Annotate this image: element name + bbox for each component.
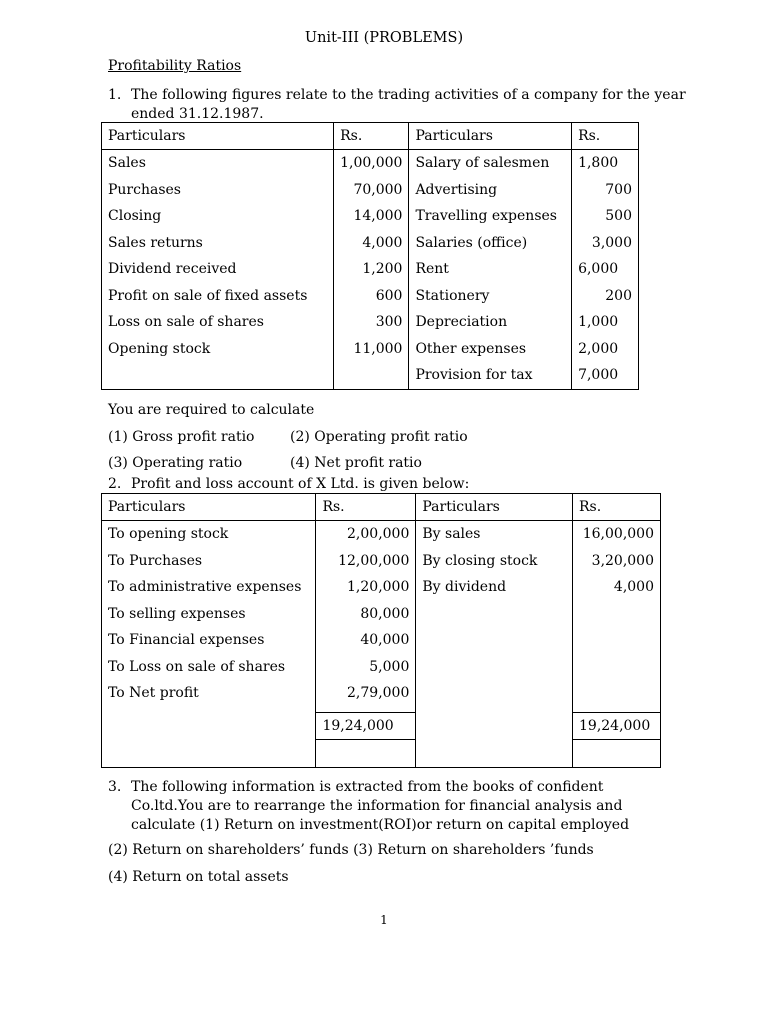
section-heading: Profitability Ratios <box>108 58 242 74</box>
table-row <box>102 150 639 177</box>
question-3-line: (4) Return on total assets <box>108 869 289 885</box>
table-row <box>102 362 639 389</box>
table-row <box>102 574 661 601</box>
page-title: Unit-III (PROBLEMS) <box>304 30 464 46</box>
table-header <box>102 494 661 521</box>
table-cell: 3,20,000 <box>573 548 661 575</box>
table-row <box>102 230 639 257</box>
table-cell: Provision for tax <box>409 362 572 389</box>
table-cell <box>102 362 334 389</box>
table-cell: 14,000 <box>334 203 409 230</box>
table-row <box>102 177 639 204</box>
table-cell <box>573 654 661 681</box>
table-cell: Opening stock <box>102 336 334 363</box>
table-cell: 2,000 <box>572 336 639 363</box>
table-row <box>102 680 661 707</box>
table-cell: 300 <box>334 309 409 336</box>
table-cell: Advertising <box>409 177 572 204</box>
table-cell <box>416 680 573 707</box>
header-cell: Rs. <box>572 123 639 150</box>
table-cell: Dividend received <box>102 256 334 283</box>
table-cell: 70,000 <box>334 177 409 204</box>
ratio-item: (1) Gross profit ratio <box>108 428 255 445</box>
table-cell <box>416 654 573 681</box>
table-row <box>102 309 639 336</box>
table-cell: Other expenses <box>409 336 572 363</box>
table-row <box>102 627 661 654</box>
table-cell: Salaries (office) <box>409 230 572 257</box>
header-cell: Particulars <box>416 494 573 521</box>
profit-loss-table <box>101 493 661 768</box>
table-cell: 1,800 <box>572 150 639 177</box>
table-cell: 40,000 <box>316 627 416 654</box>
total-left: 19,24,000 <box>316 712 416 740</box>
table-cell: 3,000 <box>572 230 639 257</box>
table-row <box>102 521 661 548</box>
table-cell: To Net profit <box>102 680 316 707</box>
question-1-text <box>108 86 686 124</box>
table-cell: Loss on sale of shares <box>102 309 334 336</box>
table-cell: 2,79,000 <box>316 680 416 707</box>
table-row <box>102 601 661 628</box>
table-cell: Sales returns <box>102 230 334 257</box>
question-2-line: Profit and loss account of X Ltd. is given below: <box>131 476 470 492</box>
table-cell <box>573 680 661 707</box>
header-cell: Particulars <box>102 494 316 521</box>
header-cell: Particulars <box>102 123 334 150</box>
table-cell: To Loss on sale of shares <box>102 654 316 681</box>
question-number: 2. <box>108 476 122 492</box>
table-cell: To opening stock <box>102 521 316 548</box>
table-cell: To Financial expenses <box>102 627 316 654</box>
question-3-line: (2) Return on shareholders’ funds (3) Return on shareholders ’funds <box>108 842 594 858</box>
table-cell: By dividend <box>416 574 573 601</box>
table-cell: 4,000 <box>573 574 661 601</box>
table-cell <box>416 627 573 654</box>
ratio-item: (3) Operating ratio <box>108 455 243 471</box>
question-number: 3. <box>108 779 122 795</box>
table-cell: Purchases <box>102 177 334 204</box>
table-cell: 5,000 <box>316 654 416 681</box>
table-cell: 12,00,000 <box>316 548 416 575</box>
question-2-text <box>108 475 469 494</box>
table-cell <box>334 362 409 389</box>
table-cell: To administrative expenses <box>102 574 316 601</box>
table-cell: To selling expenses <box>102 601 316 628</box>
table-cell: 700 <box>572 177 639 204</box>
table-cell: Profit on sale of fixed assets <box>102 283 334 310</box>
table-row <box>102 548 661 575</box>
table-cell: 200 <box>572 283 639 310</box>
table-cell: 1,20,000 <box>316 574 416 601</box>
header-cell: Rs. <box>573 494 661 521</box>
table-row <box>102 283 639 310</box>
table-cell: 4,000 <box>334 230 409 257</box>
table-row <box>102 256 639 283</box>
table-cell: By sales <box>416 521 573 548</box>
totals-row <box>102 712 661 740</box>
table-cell: 16,00,000 <box>573 521 661 548</box>
header-cell: Rs. <box>316 494 416 521</box>
table-cell: Stationery <box>409 283 572 310</box>
table-cell: Depreciation <box>409 309 572 336</box>
table-cell: Travelling expenses <box>409 203 572 230</box>
table-row <box>102 654 661 681</box>
question-3-line: Co.ltd.You are to rearrange the information for financial analysis and <box>131 798 623 814</box>
table-cell: 6,000 <box>572 256 639 283</box>
table-cell: 11,000 <box>334 336 409 363</box>
table-cell <box>416 601 573 628</box>
table-cell: To Purchases <box>102 548 316 575</box>
table-cell: Closing <box>102 203 334 230</box>
question-3-text <box>108 778 629 835</box>
table-row <box>102 336 639 363</box>
table-row <box>102 203 639 230</box>
question-number: 1. <box>108 87 122 103</box>
table-cell: Sales <box>102 150 334 177</box>
header-cell: Rs. <box>334 123 409 150</box>
required-block <box>108 397 468 477</box>
table-cell: 7,000 <box>572 362 639 389</box>
total-right: 19,24,000 <box>573 712 661 740</box>
table-cell: Salary of salesmen <box>409 150 572 177</box>
table-cell: 1,200 <box>334 256 409 283</box>
table-cell: 1,00,000 <box>334 150 409 177</box>
page-number: 1 <box>380 913 388 927</box>
question-3-line: calculate (1) Return on investment(ROI)or return on capital employed <box>131 817 630 833</box>
trading-figures-table <box>101 122 639 390</box>
table-cell: Rent <box>409 256 572 283</box>
table-cell: 500 <box>572 203 639 230</box>
table-cell: 600 <box>334 283 409 310</box>
table-cell: 80,000 <box>316 601 416 628</box>
table-cell: 1,000 <box>572 309 639 336</box>
question-1-line1: The following figures relate to the trading activities of a company for the year <box>131 87 686 103</box>
question-3-line: The following information is extracted from the books of confident <box>131 779 604 795</box>
table-row <box>102 740 661 768</box>
table-header <box>102 123 639 150</box>
table-cell: 2,00,000 <box>316 521 416 548</box>
header-cell: Particulars <box>409 123 572 150</box>
ratio-item: (4) Net profit ratio <box>290 455 422 471</box>
table-cell: By closing stock <box>416 548 573 575</box>
ratio-item: (2) Operating profit ratio <box>290 428 468 445</box>
table-cell <box>573 627 661 654</box>
required-text: You are required to calculate <box>108 402 315 418</box>
question-1-line2: ended 31.12.1987. <box>131 106 264 122</box>
table-cell <box>573 601 661 628</box>
